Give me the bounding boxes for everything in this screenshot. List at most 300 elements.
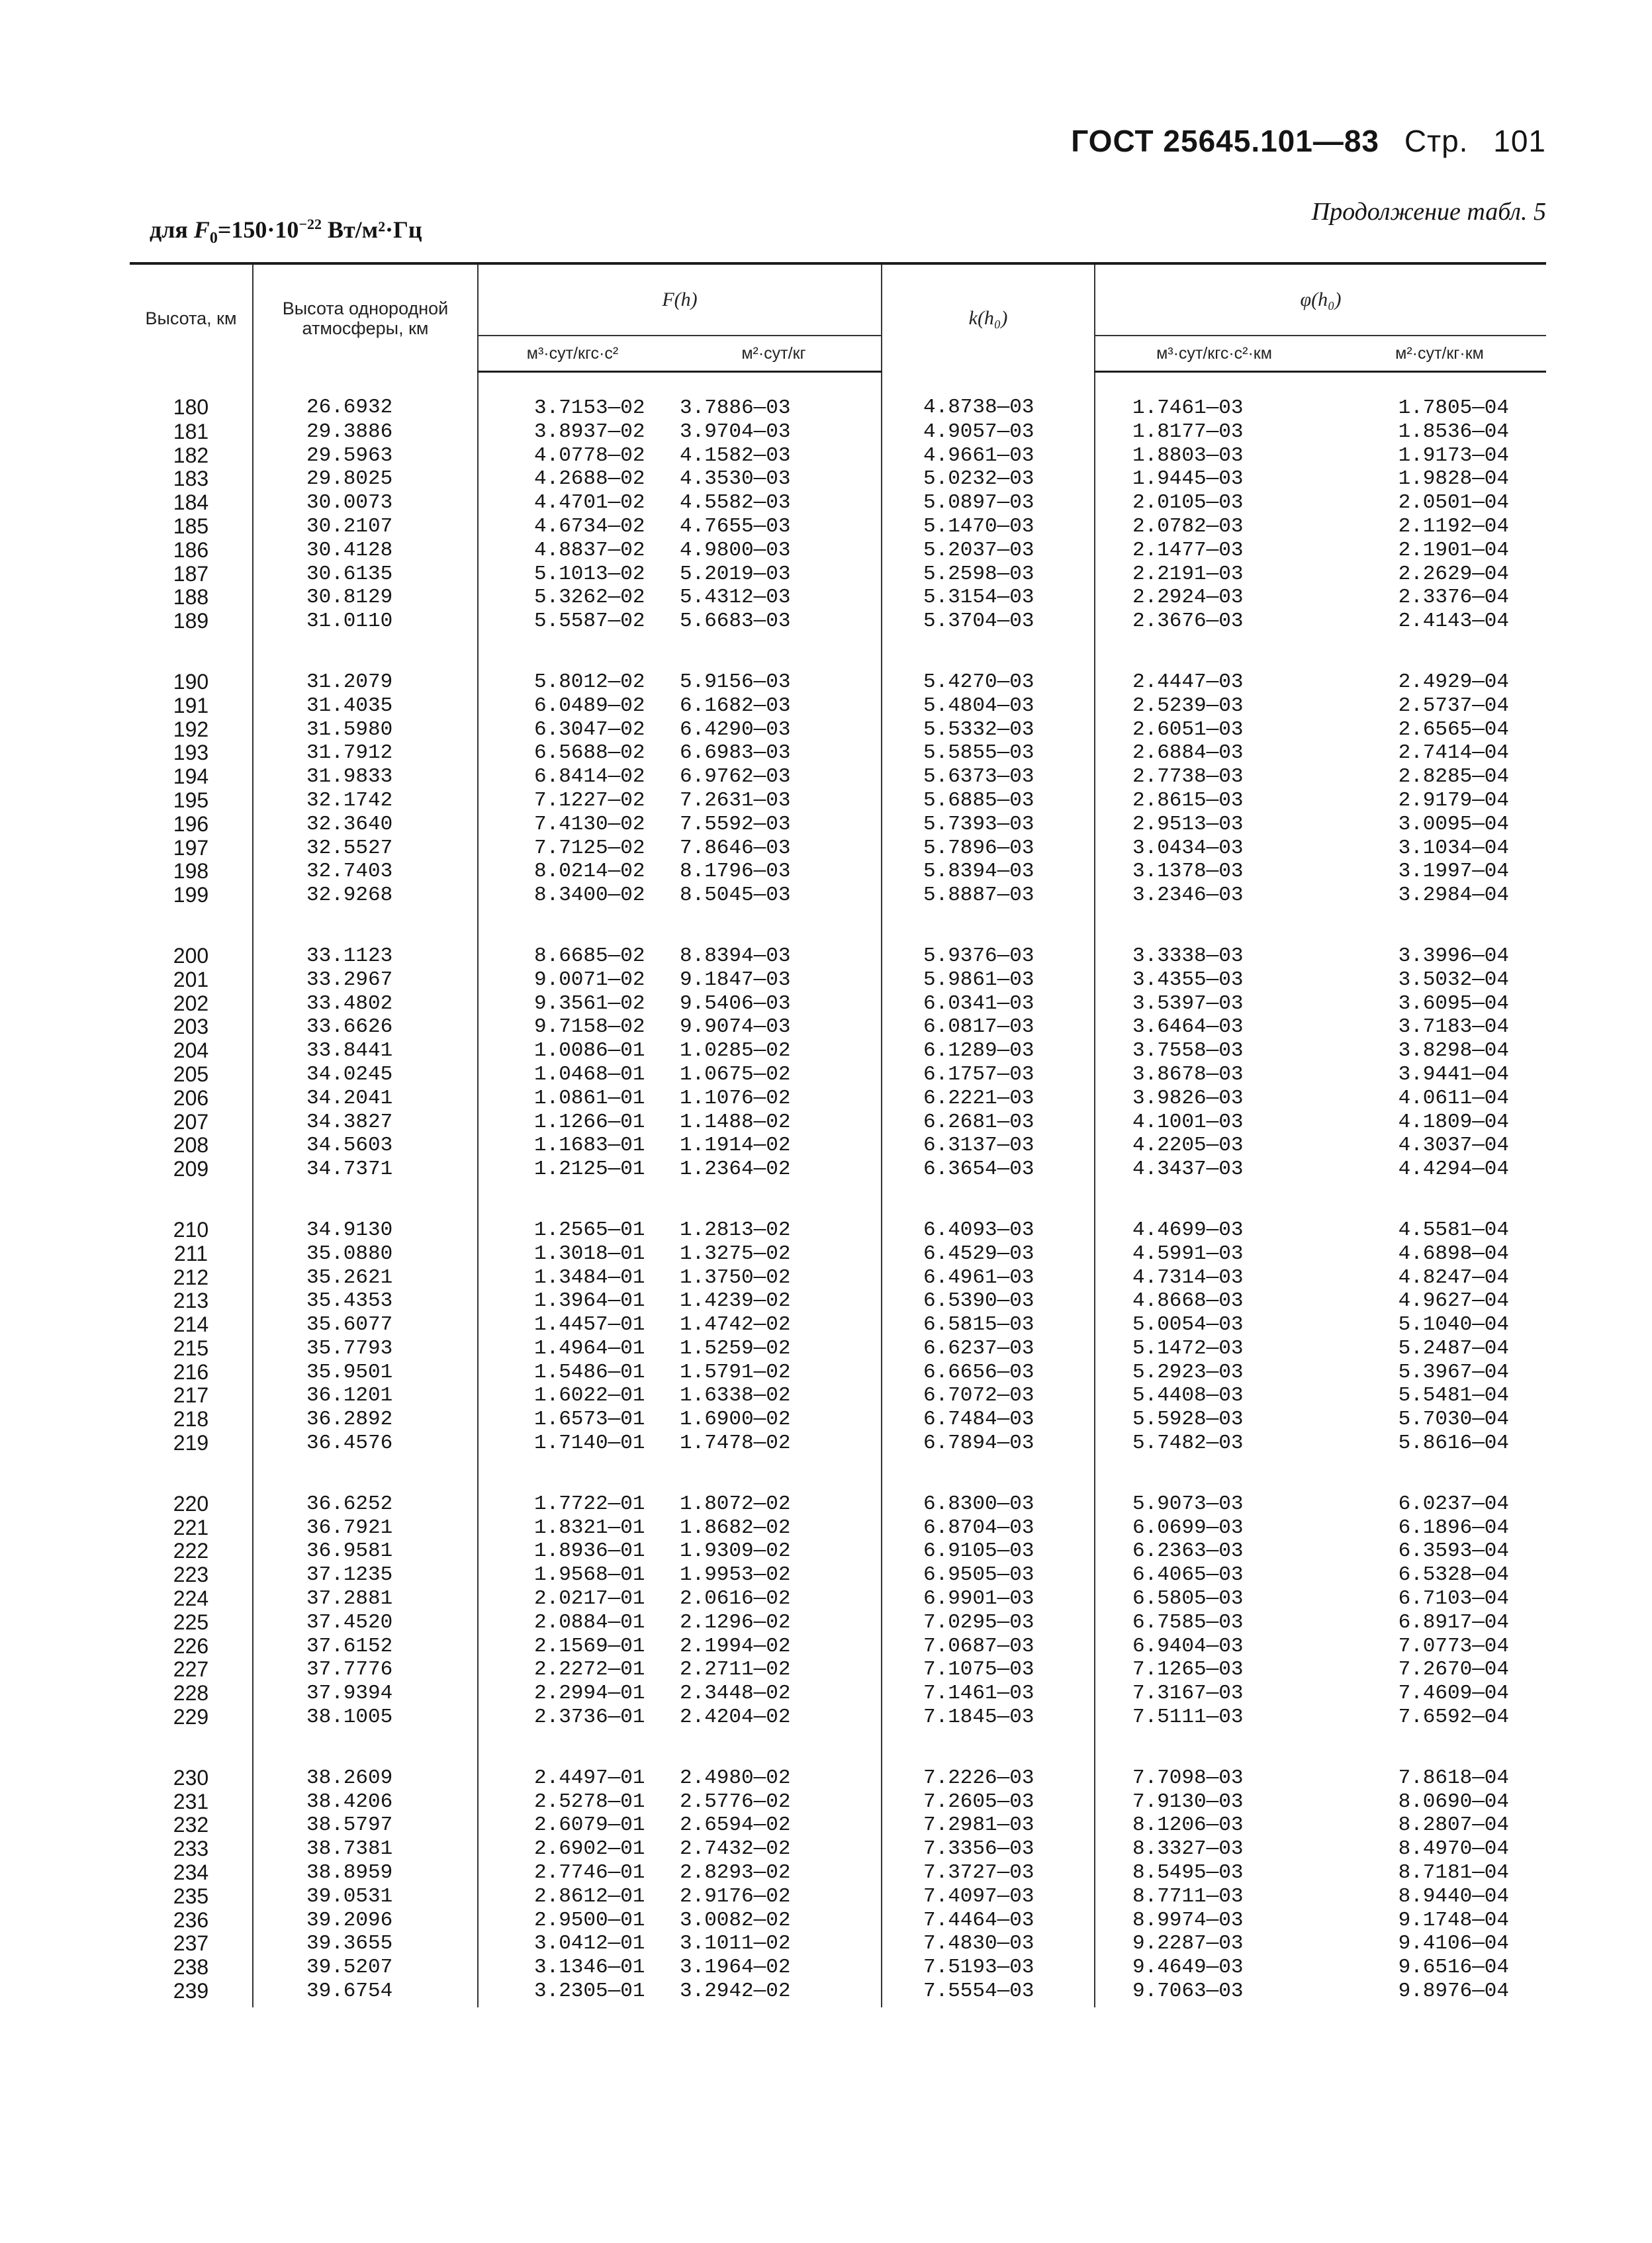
cell-k: 5.1470—03 bbox=[882, 515, 1095, 539]
cell-F-unit1: 1.4964—01 bbox=[534, 1336, 645, 1360]
cell-F-unit1: 5.5587—02 bbox=[534, 610, 645, 633]
table-row bbox=[130, 1909, 1546, 1933]
cell-F-unit2: 7.5592—03 bbox=[666, 813, 882, 837]
cell-phi-unit2: 7.0773—04 bbox=[1398, 1634, 1510, 1658]
cell-F-unit1: 2.3736—01 bbox=[534, 1706, 645, 1729]
cell-phi-unit2: 9.1748—04 bbox=[1398, 1908, 1510, 1932]
cell-phi-unit1: 4.7314—03 bbox=[1132, 1265, 1244, 1289]
cell-phi-unit2: 5.8616—04 bbox=[1398, 1432, 1510, 1455]
cell-phi-unit1: 2.5239—03 bbox=[1132, 694, 1244, 717]
cell-homogeneous: 37.4520 bbox=[253, 1611, 478, 1635]
cell-homogeneous: 34.7371 bbox=[253, 1158, 478, 1185]
cell-phi-unit1: 4.8668—03 bbox=[1132, 1289, 1244, 1313]
cell-F-unit2: 1.2364—02 bbox=[666, 1158, 882, 1185]
condition-exponent: −22 bbox=[298, 216, 322, 232]
cell-F-unit2: 3.0082—02 bbox=[666, 1909, 882, 1933]
cell-phi-unit1: 3.3338—03 bbox=[1132, 944, 1244, 968]
cell-k: 4.9661—03 bbox=[882, 444, 1095, 468]
cell-F-unit1: 3.0412—01 bbox=[534, 1932, 645, 1956]
cell-height: 234 bbox=[130, 1861, 253, 1885]
cell-height: 210 bbox=[130, 1185, 253, 1242]
cell-height: 216 bbox=[130, 1361, 253, 1385]
cell-F-unit1: 1.0861—01 bbox=[534, 1086, 645, 1110]
cell-height: 220 bbox=[130, 1459, 253, 1516]
cell-k: 5.8394—03 bbox=[882, 860, 1095, 884]
cell-k: 7.2605—03 bbox=[882, 1790, 1095, 1814]
cell-phi-unit1: 3.9826—03 bbox=[1132, 1086, 1244, 1110]
cell-phi-unit1: 4.1001—03 bbox=[1132, 1110, 1244, 1134]
cell-k: 6.1289—03 bbox=[882, 1039, 1095, 1063]
cell-phi-unit2: 7.4609—04 bbox=[1398, 1682, 1510, 1706]
cell-F-unit1: 9.3561—02 bbox=[534, 991, 645, 1015]
cell-F-unit2: 5.6683—03 bbox=[666, 610, 882, 637]
cell-F-unit1: 2.8612—01 bbox=[534, 1884, 645, 1908]
cell-height: 228 bbox=[130, 1682, 253, 1706]
cell-k: 6.4093—03 bbox=[882, 1185, 1095, 1242]
cell-k: 5.0897—03 bbox=[882, 491, 1095, 515]
cell-F-unit1: 4.6734—02 bbox=[534, 514, 645, 538]
table-row bbox=[130, 1313, 1546, 1337]
cell-F-unit1: 1.1683—01 bbox=[534, 1134, 645, 1158]
cell-phi-unit2: 3.8298—04 bbox=[1398, 1039, 1510, 1063]
table-row bbox=[130, 718, 1546, 742]
cell-height: 232 bbox=[130, 1813, 253, 1837]
cell-F-unit2: 3.9704—03 bbox=[666, 420, 882, 444]
cell-k: 6.3137—03 bbox=[882, 1134, 1095, 1158]
cell-height: 239 bbox=[130, 1980, 253, 2007]
cell-phi-unit1: 2.6051—03 bbox=[1132, 717, 1244, 741]
cell-F-unit1: 3.7153—02 bbox=[534, 396, 645, 420]
condition-units: Вт/м²·Гц bbox=[327, 216, 422, 243]
cell-homogeneous: 36.7921 bbox=[253, 1516, 478, 1540]
cell-height: 205 bbox=[130, 1063, 253, 1087]
cell-k: 7.3356—03 bbox=[882, 1837, 1095, 1861]
header-height: Высота, км bbox=[130, 263, 253, 372]
cell-phi-unit1: 6.2363—03 bbox=[1132, 1539, 1244, 1563]
cell-homogeneous: 38.5797 bbox=[253, 1813, 478, 1837]
cell-phi-unit2: 3.1997—04 bbox=[1398, 860, 1510, 884]
cell-F-unit1: 1.7140—01 bbox=[534, 1432, 645, 1455]
cell-k: 5.2598—03 bbox=[882, 563, 1095, 586]
table-row bbox=[130, 1158, 1546, 1185]
table-row bbox=[130, 1087, 1546, 1111]
cell-phi-unit1: 7.3167—03 bbox=[1132, 1682, 1244, 1706]
cell-homogeneous: 37.6152 bbox=[253, 1635, 478, 1659]
cell-F-unit1: 6.5688—02 bbox=[534, 741, 645, 765]
cell-F-unit2: 1.8072—02 bbox=[666, 1459, 882, 1516]
cell-homogeneous: 34.2041 bbox=[253, 1087, 478, 1111]
table-row bbox=[130, 1587, 1546, 1611]
cell-k: 7.3727—03 bbox=[882, 1861, 1095, 1885]
cell-height: 193 bbox=[130, 741, 253, 765]
cell-phi-unit1: 2.4447—03 bbox=[1132, 670, 1244, 694]
cell-homogeneous: 36.9581 bbox=[253, 1539, 478, 1563]
cell-height: 198 bbox=[130, 860, 253, 884]
table-row bbox=[130, 765, 1546, 789]
page-number: 101 bbox=[1493, 124, 1546, 158]
cell-homogeneous: 35.7793 bbox=[253, 1337, 478, 1361]
cell-F-unit2: 1.5791—02 bbox=[666, 1361, 882, 1385]
cell-F-unit1: 7.4130—02 bbox=[534, 812, 645, 836]
cell-phi-unit2: 2.1192—04 bbox=[1398, 514, 1510, 538]
cell-k: 5.3154—03 bbox=[882, 586, 1095, 610]
table-row bbox=[130, 741, 1546, 765]
cell-phi-unit2: 3.3996—04 bbox=[1398, 944, 1510, 968]
header-k: k(h₀) bbox=[882, 263, 1095, 372]
cell-height: 206 bbox=[130, 1087, 253, 1111]
cell-phi-unit2: 4.5581—04 bbox=[1398, 1218, 1510, 1242]
cell-phi-unit2: 5.3967—04 bbox=[1398, 1360, 1510, 1384]
cell-phi-unit2: 6.8917—04 bbox=[1398, 1610, 1510, 1634]
table-row bbox=[130, 1733, 1546, 1790]
table-row bbox=[130, 444, 1546, 468]
cell-k: 5.4804—03 bbox=[882, 694, 1095, 718]
cell-phi-unit1: 7.1265—03 bbox=[1132, 1658, 1244, 1682]
table-row bbox=[130, 586, 1546, 610]
table-row bbox=[130, 1658, 1546, 1682]
cell-homogeneous: 38.2609 bbox=[253, 1733, 478, 1790]
cell-phi-unit1: 5.4408—03 bbox=[1132, 1384, 1244, 1408]
cell-phi-unit1: 7.5111—03 bbox=[1132, 1706, 1244, 1729]
cell-height: 201 bbox=[130, 968, 253, 992]
cell-k: 5.2037—03 bbox=[882, 539, 1095, 563]
cell-F-unit2: 2.1296—02 bbox=[666, 1611, 882, 1635]
cell-phi-unit1: 3.5397—03 bbox=[1132, 991, 1244, 1015]
cell-k: 7.5193—03 bbox=[882, 1956, 1095, 1980]
cell-phi-unit2: 4.1809—04 bbox=[1398, 1110, 1510, 1134]
table-row bbox=[130, 992, 1546, 1016]
table-row bbox=[130, 1813, 1546, 1837]
cell-k: 6.0341—03 bbox=[882, 992, 1095, 1016]
cell-k: 6.7072—03 bbox=[882, 1384, 1095, 1408]
cell-F-unit2: 4.7655—03 bbox=[666, 515, 882, 539]
cell-k: 7.2981—03 bbox=[882, 1813, 1095, 1837]
cell-phi-unit2: 1.9173—04 bbox=[1398, 443, 1510, 467]
header-F-unit2: м²·сут/кг bbox=[666, 336, 882, 372]
cell-k: 4.9057—03 bbox=[882, 420, 1095, 444]
cell-F-unit2: 1.3750—02 bbox=[666, 1266, 882, 1290]
cell-phi-unit1: 2.3676—03 bbox=[1132, 610, 1244, 633]
cell-phi-unit1: 9.2287—03 bbox=[1132, 1932, 1244, 1956]
cell-k: 6.3654—03 bbox=[882, 1158, 1095, 1185]
cell-phi-unit2: 6.3593—04 bbox=[1398, 1539, 1510, 1563]
cell-phi-unit1: 6.4065—03 bbox=[1132, 1563, 1244, 1587]
cell-homogeneous: 39.5207 bbox=[253, 1956, 478, 1980]
cell-height: 180 bbox=[130, 372, 253, 420]
cell-height: 225 bbox=[130, 1611, 253, 1635]
table-row bbox=[130, 1111, 1546, 1134]
cell-height: 237 bbox=[130, 1932, 253, 1956]
cell-k: 7.4097—03 bbox=[882, 1885, 1095, 1909]
cell-k: 5.4270—03 bbox=[882, 637, 1095, 694]
cell-k: 7.1075—03 bbox=[882, 1658, 1095, 1682]
cell-phi-unit2: 9.8976—04 bbox=[1398, 1980, 1510, 2003]
cell-F-unit2: 5.2019—03 bbox=[666, 563, 882, 586]
cell-phi-unit1: 6.9404—03 bbox=[1132, 1634, 1244, 1658]
cell-height: 213 bbox=[130, 1289, 253, 1313]
cell-k: 6.7894—03 bbox=[882, 1432, 1095, 1459]
header-phi: φ(h₀) bbox=[1095, 263, 1546, 336]
cell-phi-unit1: 6.0699—03 bbox=[1132, 1516, 1244, 1539]
cell-height: 192 bbox=[130, 718, 253, 742]
cell-homogeneous: 37.2881 bbox=[253, 1587, 478, 1611]
cell-height: 184 bbox=[130, 491, 253, 515]
cell-F-unit2: 1.6900—02 bbox=[666, 1408, 882, 1432]
cell-k: 5.6885—03 bbox=[882, 789, 1095, 813]
cell-height: 204 bbox=[130, 1039, 253, 1063]
cell-phi-unit2: 7.2670—04 bbox=[1398, 1658, 1510, 1682]
cell-height: 226 bbox=[130, 1635, 253, 1659]
table-row bbox=[130, 1790, 1546, 1814]
cell-F-unit1: 1.8936—01 bbox=[534, 1539, 645, 1563]
cell-F-unit1: 5.8012—02 bbox=[534, 670, 645, 694]
cell-height: 235 bbox=[130, 1885, 253, 1909]
cell-homogeneous: 33.6626 bbox=[253, 1015, 478, 1039]
cell-height: 214 bbox=[130, 1313, 253, 1337]
cell-F-unit2: 6.4290—03 bbox=[666, 718, 882, 742]
cell-F-unit1: 1.3018—01 bbox=[534, 1242, 645, 1265]
cell-height: 233 bbox=[130, 1837, 253, 1861]
data-table bbox=[130, 262, 1546, 2007]
cell-phi-unit2: 9.4106—04 bbox=[1398, 1932, 1510, 1956]
cell-phi-unit2: 2.5737—04 bbox=[1398, 694, 1510, 717]
row-group bbox=[130, 1185, 1546, 1459]
cell-height: 219 bbox=[130, 1432, 253, 1459]
table-row bbox=[130, 372, 1546, 420]
cell-k: 7.0687—03 bbox=[882, 1635, 1095, 1659]
cell-F-unit2: 1.4742—02 bbox=[666, 1313, 882, 1337]
cell-phi-unit2: 7.8618—04 bbox=[1398, 1766, 1510, 1790]
cell-homogeneous: 30.8129 bbox=[253, 586, 478, 610]
cell-F-unit2: 2.7432—02 bbox=[666, 1837, 882, 1861]
cell-height: 230 bbox=[130, 1733, 253, 1790]
cell-k: 6.4529—03 bbox=[882, 1242, 1095, 1266]
table-row bbox=[130, 1408, 1546, 1432]
cell-phi-unit1: 9.7063—03 bbox=[1132, 1980, 1244, 2003]
table-row bbox=[130, 1956, 1546, 1980]
cell-homogeneous: 34.9130 bbox=[253, 1185, 478, 1242]
cell-phi-unit2: 8.9440—04 bbox=[1398, 1884, 1510, 1908]
cell-F-unit1: 1.2565—01 bbox=[534, 1218, 645, 1242]
cell-homogeneous: 29.5963 bbox=[253, 444, 478, 468]
cell-F-unit1: 4.8837—02 bbox=[534, 538, 645, 562]
cell-F-unit1: 3.1346—01 bbox=[534, 1956, 645, 1980]
cell-phi-unit1: 8.3327—03 bbox=[1132, 1837, 1244, 1861]
cell-phi-unit2: 3.0095—04 bbox=[1398, 812, 1510, 836]
cell-homogeneous: 35.9501 bbox=[253, 1361, 478, 1385]
cell-F-unit1: 8.3400—02 bbox=[534, 884, 645, 907]
cell-height: 185 bbox=[130, 515, 253, 539]
cell-homogeneous: 31.5980 bbox=[253, 718, 478, 742]
cell-height: 197 bbox=[130, 837, 253, 860]
cell-homogeneous: 31.2079 bbox=[253, 637, 478, 694]
cell-phi-unit1: 4.2205—03 bbox=[1132, 1134, 1244, 1158]
cell-k: 4.8738—03 bbox=[882, 372, 1095, 420]
cell-F-unit1: 3.2305—01 bbox=[534, 1980, 645, 2003]
cell-k: 7.0295—03 bbox=[882, 1611, 1095, 1635]
cell-phi-unit2: 8.0690—04 bbox=[1398, 1790, 1510, 1813]
cell-phi-unit2: 4.4294—04 bbox=[1398, 1158, 1510, 1181]
cell-F-unit2: 7.2631—03 bbox=[666, 789, 882, 813]
cell-homogeneous: 29.8025 bbox=[253, 467, 478, 491]
cell-k: 7.1461—03 bbox=[882, 1682, 1095, 1706]
cell-phi-unit2: 8.4970—04 bbox=[1398, 1837, 1510, 1861]
table-row bbox=[130, 1039, 1546, 1063]
cell-phi-unit1: 4.5991—03 bbox=[1132, 1242, 1244, 1265]
cell-homogeneous: 30.0073 bbox=[253, 491, 478, 515]
cell-phi-unit1: 2.7738—03 bbox=[1132, 765, 1244, 789]
cell-phi-unit1: 7.7098—03 bbox=[1132, 1766, 1244, 1790]
condition-var: F bbox=[193, 216, 210, 243]
cell-F-unit2: 1.1914—02 bbox=[666, 1134, 882, 1158]
standard-number: ГОСТ 25645.101—83 bbox=[1071, 124, 1380, 158]
cell-k: 5.9861—03 bbox=[882, 968, 1095, 992]
cell-homogeneous: 39.6754 bbox=[253, 1980, 478, 2007]
table-row bbox=[130, 789, 1546, 813]
table-row bbox=[130, 1289, 1546, 1313]
cell-F-unit2: 3.7886—03 bbox=[666, 372, 882, 420]
cell-homogeneous: 35.6077 bbox=[253, 1313, 478, 1337]
cell-phi-unit2: 5.7030—04 bbox=[1398, 1408, 1510, 1432]
header-phi-unit1: м³·сут/кгс·с²·км bbox=[1095, 336, 1333, 372]
table-header bbox=[130, 263, 1546, 372]
cell-F-unit1: 1.1266—01 bbox=[534, 1110, 645, 1134]
cell-phi-unit2: 3.1034—04 bbox=[1398, 836, 1510, 860]
cell-phi-unit1: 3.4355—03 bbox=[1132, 968, 1244, 991]
table-row bbox=[130, 1242, 1546, 1266]
cell-F-unit2: 3.1011—02 bbox=[666, 1932, 882, 1956]
cell-F-unit1: 1.6022—01 bbox=[534, 1384, 645, 1408]
cell-F-unit1: 4.2688—02 bbox=[534, 467, 645, 491]
cell-F-unit2: 2.0616—02 bbox=[666, 1587, 882, 1611]
cell-F-unit2: 2.6594—02 bbox=[666, 1813, 882, 1837]
condition-value: =150·10 bbox=[217, 216, 299, 243]
cell-k: 5.0232—03 bbox=[882, 467, 1095, 491]
cell-F-unit1: 1.7722—01 bbox=[534, 1492, 645, 1516]
table-row bbox=[130, 1563, 1546, 1587]
cell-phi-unit1: 5.1472—03 bbox=[1132, 1336, 1244, 1360]
cell-F-unit2: 5.9156—03 bbox=[666, 637, 882, 694]
cell-phi-unit2: 8.7181—04 bbox=[1398, 1861, 1510, 1885]
cell-F-unit2: 3.1964—02 bbox=[666, 1956, 882, 1980]
cell-phi-unit2: 2.0501—04 bbox=[1398, 491, 1510, 515]
cell-F-unit2: 8.8394—03 bbox=[666, 911, 882, 968]
cell-phi-unit1: 1.9445—03 bbox=[1132, 467, 1244, 491]
cell-height: 229 bbox=[130, 1706, 253, 1733]
cell-phi-unit1: 2.1477—03 bbox=[1132, 538, 1244, 562]
table-row bbox=[130, 1516, 1546, 1540]
cell-phi-unit1: 5.7482—03 bbox=[1132, 1432, 1244, 1455]
cell-phi-unit2: 2.9179—04 bbox=[1398, 788, 1510, 812]
cell-phi-unit1: 7.9130—03 bbox=[1132, 1790, 1244, 1813]
cell-homogeneous: 32.3640 bbox=[253, 813, 478, 837]
cell-homogeneous: 34.5603 bbox=[253, 1134, 478, 1158]
cell-phi-unit1: 1.7461—03 bbox=[1132, 396, 1244, 420]
cell-phi-unit1: 2.9513—03 bbox=[1132, 812, 1244, 836]
table-row bbox=[130, 1134, 1546, 1158]
cell-F-unit1: 2.0884—01 bbox=[534, 1610, 645, 1634]
cell-F-unit1: 2.4497—01 bbox=[534, 1766, 645, 1790]
cell-F-unit2: 9.1847—03 bbox=[666, 968, 882, 992]
table-row bbox=[130, 1932, 1546, 1956]
cell-phi-unit2: 6.5328—04 bbox=[1398, 1563, 1510, 1587]
cell-homogeneous: 30.4128 bbox=[253, 539, 478, 563]
cell-phi-unit1: 2.8615—03 bbox=[1132, 788, 1244, 812]
cell-homogeneous: 38.1005 bbox=[253, 1706, 478, 1733]
condition-prefix: для bbox=[150, 216, 188, 243]
cell-phi-unit1: 4.3437—03 bbox=[1132, 1158, 1244, 1181]
cell-phi-unit2: 4.8247—04 bbox=[1398, 1265, 1510, 1289]
cell-phi-unit2: 2.1901—04 bbox=[1398, 538, 1510, 562]
cell-homogeneous: 34.3827 bbox=[253, 1111, 478, 1134]
table-row bbox=[130, 637, 1546, 694]
cell-phi-unit1: 2.0105—03 bbox=[1132, 491, 1244, 515]
cell-F-unit1: 2.6902—01 bbox=[534, 1837, 645, 1861]
cell-k: 5.7393—03 bbox=[882, 813, 1095, 837]
cell-phi-unit1: 3.6464—03 bbox=[1132, 1015, 1244, 1039]
cell-k: 7.2226—03 bbox=[882, 1733, 1095, 1790]
cell-k: 6.7484—03 bbox=[882, 1408, 1095, 1432]
cell-phi-unit1: 6.7585—03 bbox=[1132, 1610, 1244, 1634]
cell-k: 6.2681—03 bbox=[882, 1111, 1095, 1134]
cell-phi-unit1: 3.7558—03 bbox=[1132, 1039, 1244, 1063]
cell-homogeneous: 39.0531 bbox=[253, 1885, 478, 1909]
cell-phi-unit1: 8.9974—03 bbox=[1132, 1908, 1244, 1932]
cell-homogeneous: 33.8441 bbox=[253, 1039, 478, 1063]
cell-phi-unit1: 5.0054—03 bbox=[1132, 1313, 1244, 1337]
table-row bbox=[130, 467, 1546, 491]
table-row bbox=[130, 1384, 1546, 1408]
cell-phi-unit2: 7.6592—04 bbox=[1398, 1706, 1510, 1729]
cell-k: 5.3704—03 bbox=[882, 610, 1095, 637]
cell-homogeneous: 33.2967 bbox=[253, 968, 478, 992]
cell-phi-unit1: 8.5495—03 bbox=[1132, 1861, 1244, 1885]
cell-k: 5.6373—03 bbox=[882, 765, 1095, 789]
cell-homogeneous: 30.6135 bbox=[253, 563, 478, 586]
cell-phi-unit2: 6.1896—04 bbox=[1398, 1516, 1510, 1539]
cell-F-unit1: 6.3047—02 bbox=[534, 717, 645, 741]
cell-homogeneous: 26.6932 bbox=[253, 372, 478, 420]
cell-k: 5.5332—03 bbox=[882, 718, 1095, 742]
cell-F-unit2: 1.4239—02 bbox=[666, 1289, 882, 1313]
cell-F-unit2: 4.5582—03 bbox=[666, 491, 882, 515]
cell-F-unit2: 2.5776—02 bbox=[666, 1790, 882, 1814]
cell-k: 7.1845—03 bbox=[882, 1706, 1095, 1733]
cell-height: 211 bbox=[130, 1242, 253, 1266]
cell-phi-unit1: 5.2923—03 bbox=[1132, 1360, 1244, 1384]
cell-F-unit2: 2.9176—02 bbox=[666, 1885, 882, 1909]
cell-phi-unit2: 2.4929—04 bbox=[1398, 670, 1510, 694]
table-row bbox=[130, 1459, 1546, 1516]
cell-phi-unit1: 2.6884—03 bbox=[1132, 741, 1244, 765]
header-homogeneous-height: Высота однородной атмосферы, км bbox=[253, 263, 478, 372]
table-row bbox=[130, 1063, 1546, 1087]
cell-F-unit1: 2.2994—01 bbox=[534, 1682, 645, 1706]
cell-homogeneous: 36.2892 bbox=[253, 1408, 478, 1432]
cell-phi-unit2: 2.4143—04 bbox=[1398, 610, 1510, 633]
cell-height: 231 bbox=[130, 1790, 253, 1814]
cell-homogeneous: 31.7912 bbox=[253, 741, 478, 765]
cell-F-unit1: 5.1013—02 bbox=[534, 562, 645, 586]
cell-F-unit2: 2.3448—02 bbox=[666, 1682, 882, 1706]
cell-height: 212 bbox=[130, 1266, 253, 1290]
cell-F-unit1: 1.4457—01 bbox=[534, 1313, 645, 1337]
cell-phi-unit2: 4.9627—04 bbox=[1398, 1289, 1510, 1313]
cell-F-unit1: 2.9500—01 bbox=[534, 1908, 645, 1932]
cell-F-unit2: 9.5406—03 bbox=[666, 992, 882, 1016]
cell-phi-unit1: 9.4649—03 bbox=[1132, 1956, 1244, 1980]
cell-height: 188 bbox=[130, 586, 253, 610]
